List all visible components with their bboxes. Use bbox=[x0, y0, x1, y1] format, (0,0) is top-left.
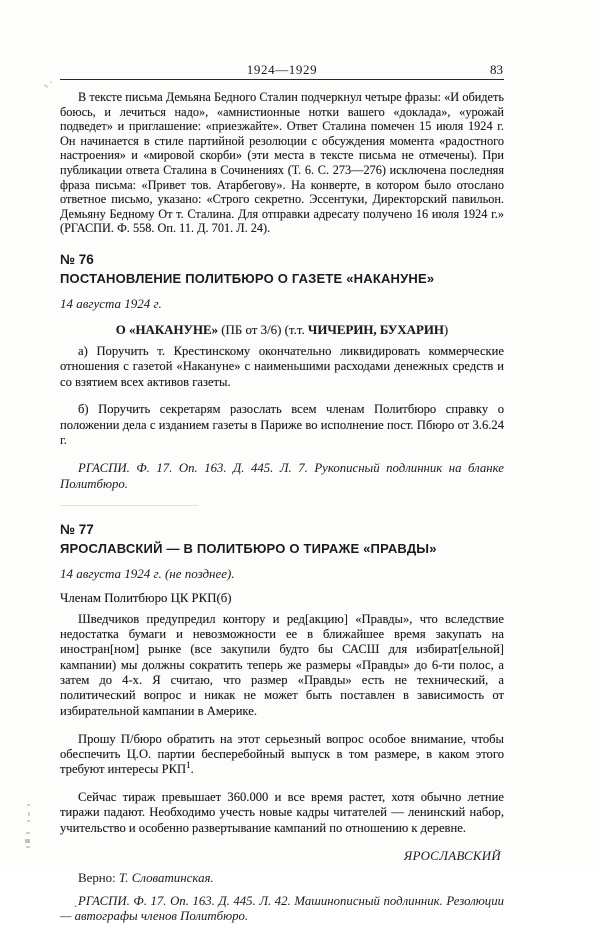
page-number: 83 bbox=[490, 62, 503, 77]
doc76-subject-name: О «НАКАНУНЕ» bbox=[115, 322, 219, 337]
doc76-item-b: б) Поручить секретарям разослать всем членам Политбюро справку о положении дела с изданием газеты в Париже во исполнение пост. Пбюро от 3.6.24 г. bbox=[60, 402, 504, 448]
doc77-archival-source bbox=[60, 894, 504, 925]
text-column bbox=[60, 0, 504, 938]
scan-edge-mark bbox=[27, 804, 30, 806]
doc76-date: 14 августа 1924 г. bbox=[60, 295, 162, 311]
editorial-commentary: В тексте письма Демьяна Бедного Сталин подчеркнул четыре фразы: «И обидеть боюсь, и лечиться надо», «амнистионные нотки вашего «доклада», «урожай подведет» и приглашение: «приезжайте». Ответ Сталина помечен 15 июля 1924 г. Он начинается в стиле партийной резолюции с обсуждения момента «радостного настроения» и «мировой скорби» (эти места в тексте письма не отмечены). При публикации ответа Сталина в Сочинениях (Т. 6. С. 273—276) исключена последняя фраза письма: «Привет тов. Атарбегову». На конверте, в котором было отослано ответное письмо, указано: «Строго секретно. Эссентуки, Директорский павильон. Демьяну Бедному От т. Сталина. Для отправки адресату получено 16 июля 1924 г.» (РГАСПИ. Ф. 558. Оп. 11. Д. 701. Л. 24). bbox=[60, 90, 504, 236]
doc77-paragraph-2-text: Прошу П/бюро обратить на этот серьезный вопрос особое внимание, чтобы обеспечить Ц.О. партии бесперебойный выпуск в том размере, в каком этого требуют интересы РКП bbox=[60, 731, 504, 777]
doc77-paragraph-1: Шведчиков предупредил контору и ред[акцию] «Правды», что вследствие недостатка бумаги и невозможности ее в ближайшее время закупать на иностран[ном] рынке (все закупили будто бы САСШ для избират[ельной] кампании) мы должны сократить теперь же размеры «Правды» до 6-ти полос, а затем до 4-х. Я считаю, что размер «Правды» есть не технический, а политический вопрос и никак не может быть поставлен в зависимость от избирательной кампании в Америке. bbox=[60, 611, 504, 718]
doc76-archival-source: РГАСПИ. Ф. 17. Оп. 163. Д. 445. Л. 7. Рукописный подлинник на бланке Политбюро. bbox=[60, 460, 504, 491]
doc77-signature: ЯРОСЛАВСКИЙ bbox=[403, 848, 501, 863]
running-head-rule bbox=[60, 79, 504, 80]
scan-speck bbox=[50, 81, 52, 83]
scan-speck bbox=[44, 84, 48, 88]
doc77-paragraph-3: Сейчас тираж превышает 360.000 и все время растет, хотя обычно летние тиражи падают. Необходимо учесть новые кадры читателей — ленинский набор, учительство и особенно развертывание кампаний по отношению к деревне. bbox=[60, 790, 504, 835]
doc77-date: 14 августа 1924 г. (не позднее). bbox=[60, 565, 235, 581]
doc76-subject-members: ЧИЧЕРИН, БУХАРИН bbox=[307, 322, 444, 337]
scan-edge-mark bbox=[26, 832, 30, 834]
footnote-reference: 1 bbox=[186, 759, 191, 770]
running-head bbox=[60, 62, 504, 77]
verification-name: Т. Словатинская. bbox=[118, 870, 214, 885]
doc76-item-a: а) Поручить т. Крестинскому окончательно ликвидировать коммерческие отношения с газетой «Накануне» с наименьшими расходами денежных средств и со взятием всех активов газеты. bbox=[60, 343, 504, 389]
doc77-paragraph-2-end: . bbox=[190, 762, 194, 777]
doc77-verification-line bbox=[60, 871, 504, 886]
doc76-title: ПОСТАНОВЛЕНИЕ ПОЛИТБЮРО О ГАЗЕТЕ «НАКАНУНЕ» bbox=[60, 270, 435, 286]
scan-edge-mark bbox=[26, 846, 30, 848]
doc77-salutation: Членам Политбюро ЦК РКП(б) bbox=[60, 590, 232, 605]
doc77-number: № 77 bbox=[60, 521, 94, 537]
running-head-years: 1924—1929 bbox=[246, 62, 318, 77]
doc76-number: № 76 bbox=[60, 251, 94, 267]
doc76-subject-close: ) bbox=[443, 322, 449, 337]
doc76-subject-ref: (ПБ от 3/6) (т.т. bbox=[218, 322, 308, 337]
doc76-subject-line bbox=[60, 323, 504, 338]
scan-separator-line bbox=[60, 505, 198, 506]
scan-edge-mark bbox=[27, 820, 30, 822]
stray-period-mark: . bbox=[74, 895, 78, 910]
verification-label: Верно: bbox=[78, 870, 119, 885]
doc77-title: ЯРОСЛАВСКИЙ — В ПОЛИТБЮРО О ТИРАЖЕ «ПРАВДЫ» bbox=[60, 540, 437, 556]
doc77-paragraph-2 bbox=[60, 732, 504, 778]
doc77-archival-source-text: РГАСПИ. Ф. 17. Оп. 163. Д. 445. Л. 42. Машинописный подлинник. Резолюции — автографы членов Политбюро. bbox=[60, 893, 504, 924]
scan-edge-mark bbox=[28, 812, 30, 816]
scan-edge-mark bbox=[25, 839, 30, 843]
